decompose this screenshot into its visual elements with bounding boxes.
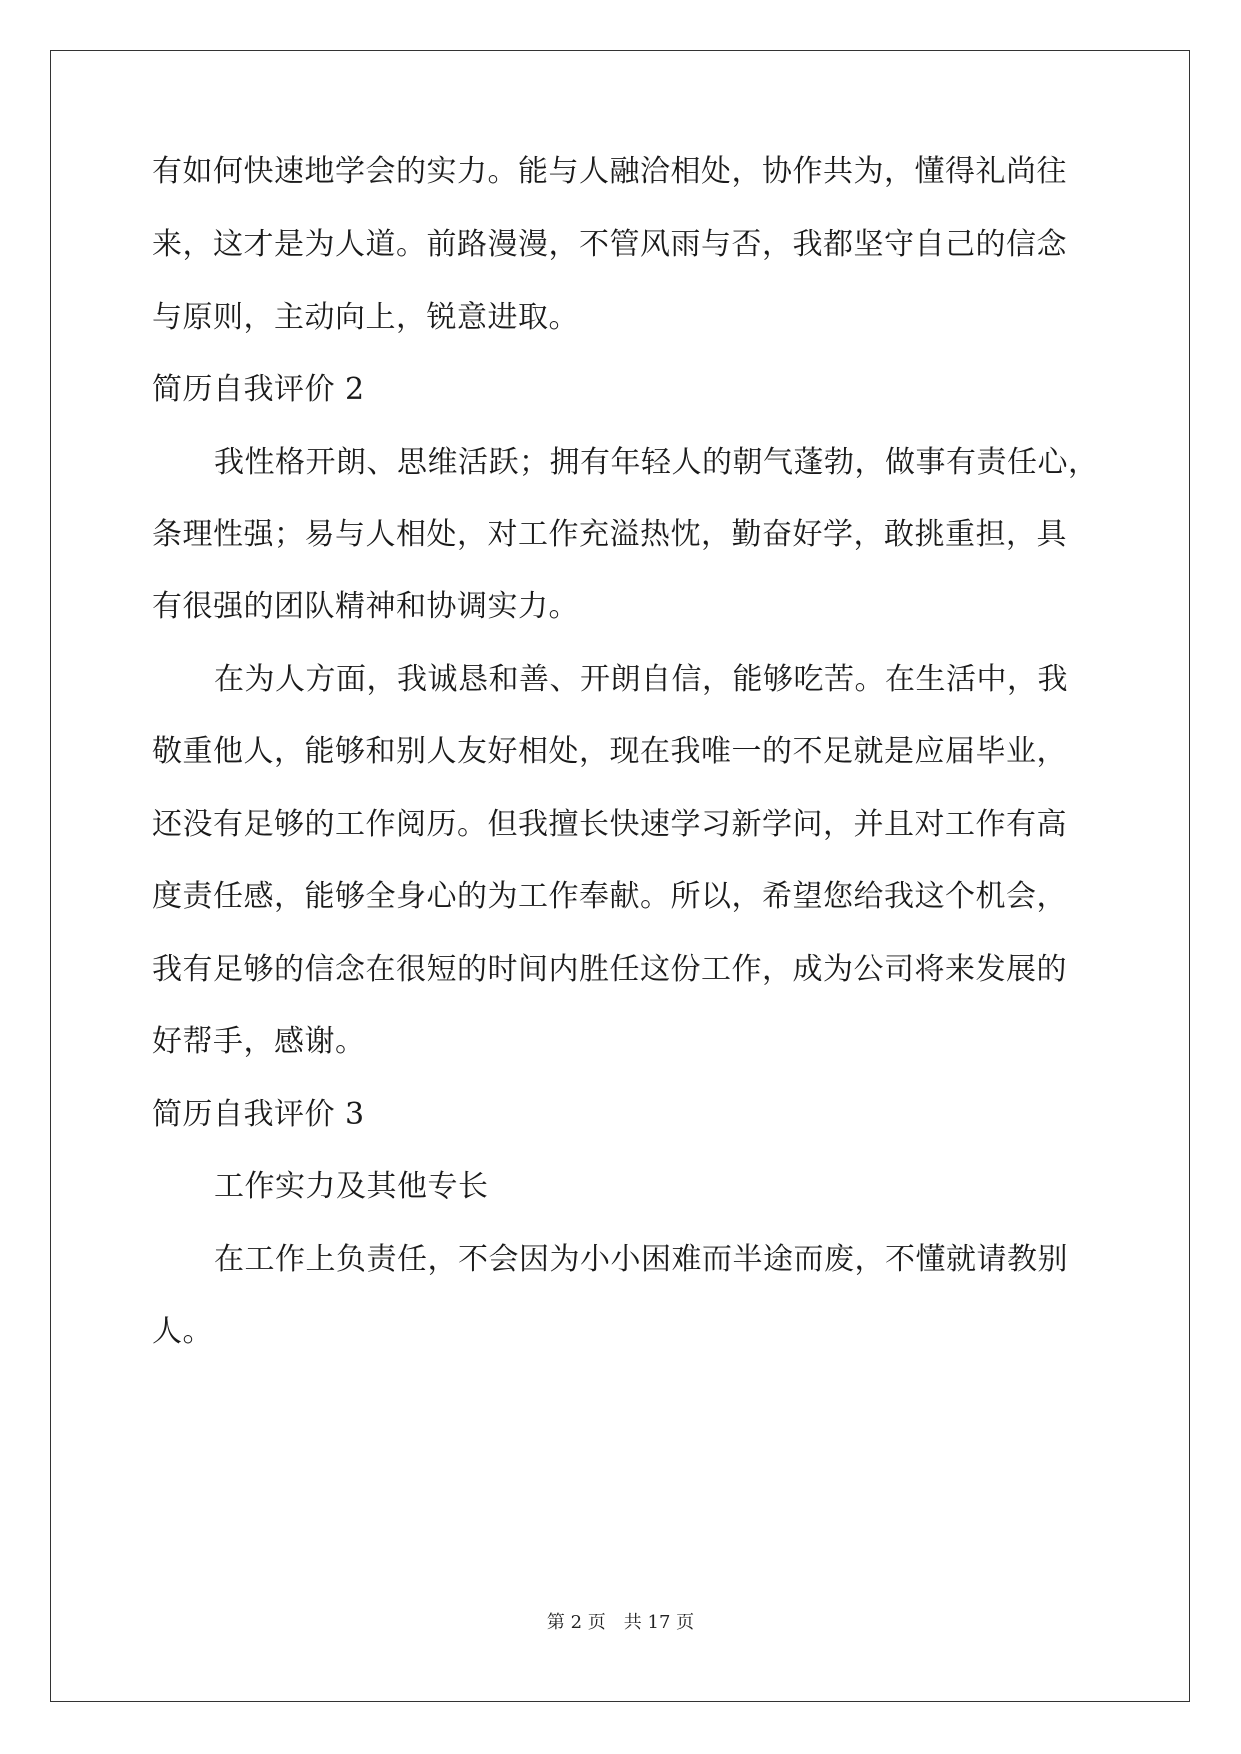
paragraph-line: 我性格开朗、思维活跃；拥有年轻人的朝气蓬勃，做事有责任心， (214, 445, 1099, 480)
paragraph-line: 度责任感，能够全身心的为工作奉献。所以，希望您给我这个机会， (152, 879, 1067, 914)
paragraph-line: 在为人方面，我诚恳和善、开朗自信，能够吃苦。在生活中，我 (214, 662, 1068, 697)
paragraph-line: 人。 (152, 1314, 213, 1349)
subsection-heading: 工作实力及其他专长 (214, 1169, 489, 1204)
paragraph-line: 与原则，主动向上，锐意进取。 (152, 300, 579, 335)
paragraph-line: 我有足够的信念在很短的时间内胜任这份工作，成为公司将来发展的 (152, 952, 1067, 987)
paragraph-line: 好帮手，感谢。 (152, 1024, 366, 1059)
page-number-total: 共 17 页 (623, 1612, 695, 1633)
paragraph-line: 还没有足够的工作阅历。但我擅长快速学习新学问，并且对工作有高 (152, 807, 1067, 842)
paragraph-line: 敬重他人，能够和别人友好相处，现在我唯一的不足就是应届毕业， (152, 734, 1067, 769)
paragraph-line: 有很强的团队精神和协调实力。 (152, 589, 579, 624)
paragraph-line: 在工作上负责任，不会因为小小困难而半途而废，不懂就请教别 (214, 1242, 1068, 1277)
page-footer (0, 1611, 1241, 1635)
page-number-current: 第 2 页 (546, 1612, 606, 1633)
paragraph-line: 有如何快速地学会的实力。能与人融洽相处，协作共为，懂得礼尚往 (152, 154, 1067, 189)
paragraph-line: 条理性强；易与人相处，对工作充溢热忱，勤奋好学，敢挑重担，具 (152, 517, 1067, 552)
section-heading: 简历自我评价 3 (152, 1097, 365, 1132)
section-heading: 简历自我评价 2 (152, 372, 365, 407)
paragraph-line: 来，这才是为人道。前路漫漫，不管风雨与否，我都坚守自己的信念 (152, 227, 1067, 262)
